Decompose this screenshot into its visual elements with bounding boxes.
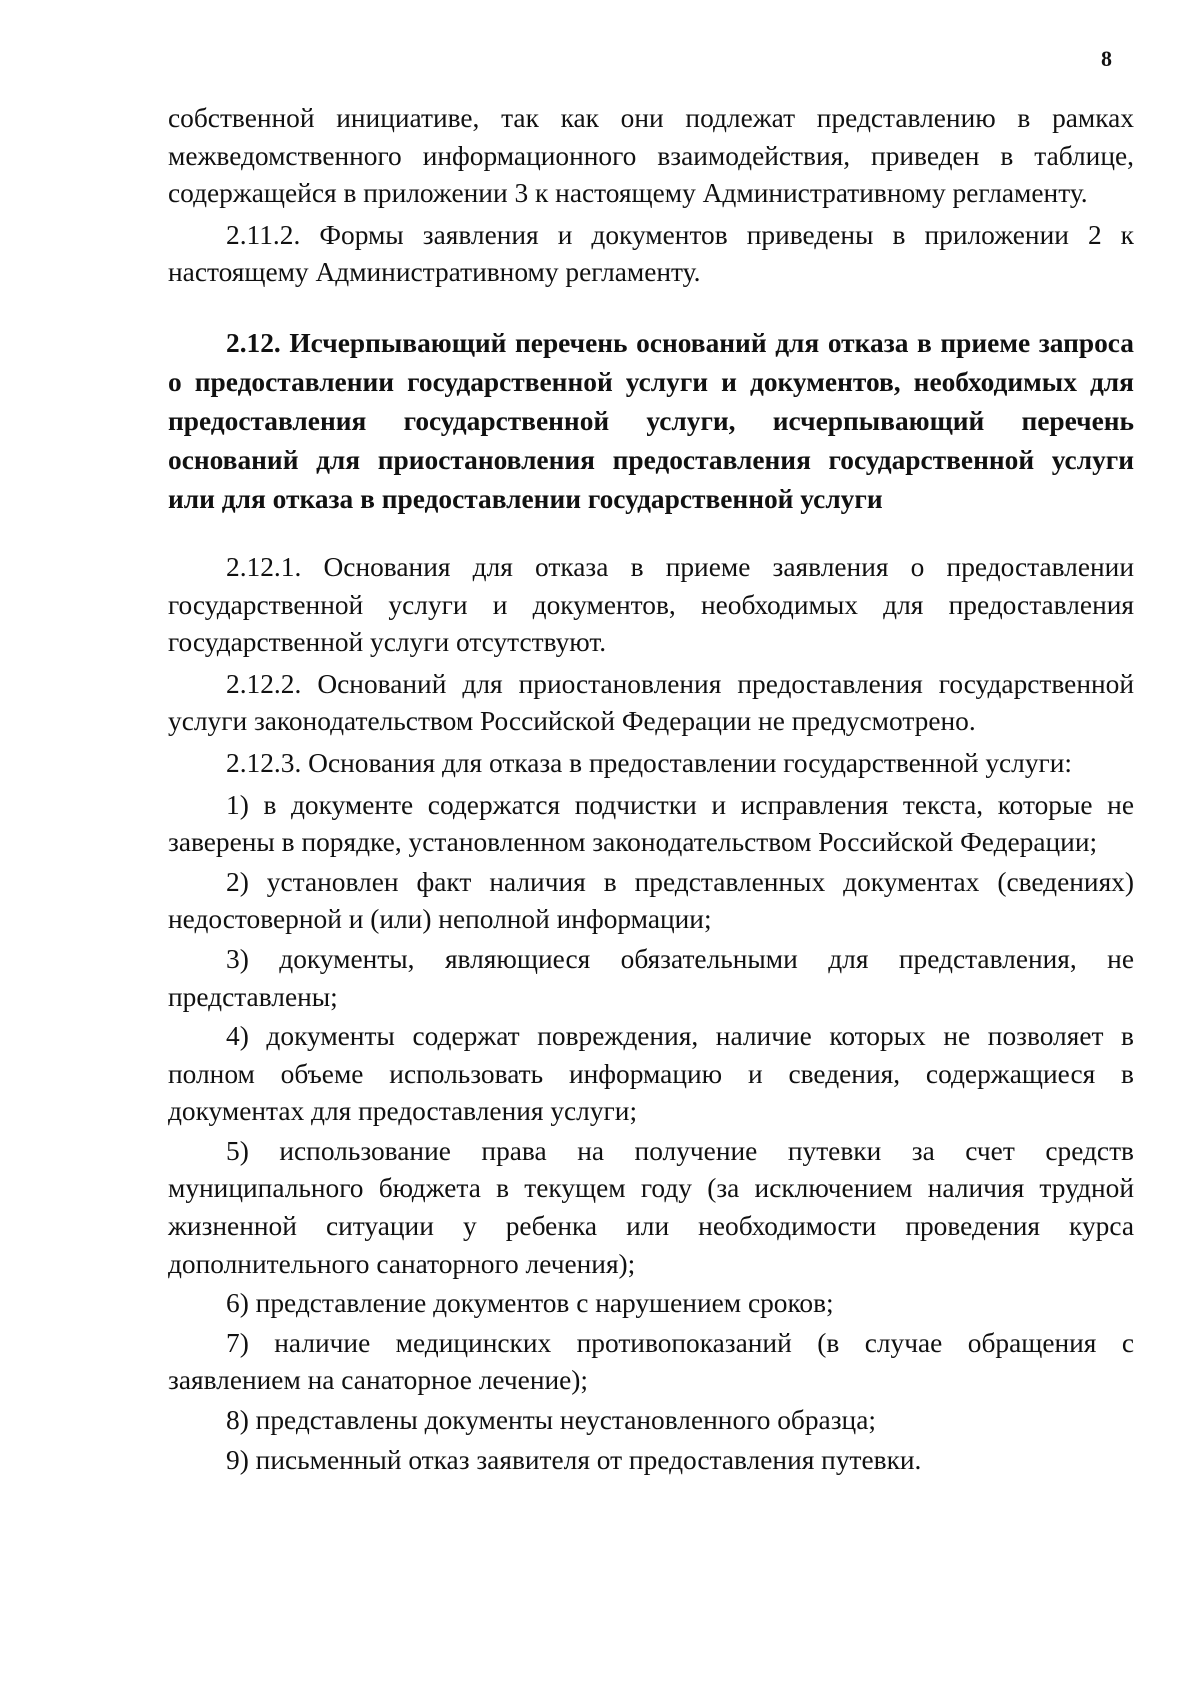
list-item: 8) представлены документы неустановленного образца; bbox=[226, 1405, 876, 1436]
list-item: 4) документы содержат повреждения, наличие которых не позволяет в полном объеме использовать информацию и сведения, содержащиеся в документах для предоставления услуги; bbox=[168, 1021, 1134, 1127]
paragraph-2-12-3: 2.12.3. Основания для отказа в предоставлении государственной услуги: bbox=[226, 747, 1073, 778]
page-number: 8 bbox=[1101, 46, 1112, 71]
document-body bbox=[168, 100, 1134, 1481]
list-item: 2) установлен факт наличия в представленных документах (сведениях) недостоверной и (или) неполной информации; bbox=[168, 866, 1134, 935]
list-item: 9) письменный отказ заявителя от предоставления путевки. bbox=[226, 1444, 922, 1475]
section-heading-2-12: 2.12. Исчерпывающий перечень оснований для отказа в приеме запроса о предоставлении государственной услуги и документов, необходимых для предоставления государственной услуги, исчерпывающий перечень оснований для приостановления предоставления государственной услуги или для отказа в предоставлении государственной услуги bbox=[168, 327, 1134, 514]
list-item: 1) в документе содержатся подчистки и исправления текста, которые не заверены в порядке, установленном законодательством Российской Федерации; bbox=[168, 789, 1134, 858]
paragraph-2-11-2: 2.11.2. Формы заявления и документов приведены в приложении 2 к настоящему Административному регламенту. bbox=[168, 219, 1134, 288]
paragraph-continuation: собственной инициативе, так как они подлежат представлению в рамках межведомственного информационного взаимодействия, приведен в таблице, содержащейся в приложении 3 к настоящему Административному регламенту. bbox=[168, 103, 1134, 209]
paragraph-2-12-2: 2.12.2. Оснований для приостановления предоставления государственной услуги законодательством Российской Федерации не предусмотрено. bbox=[168, 668, 1134, 737]
list-item: 6) представление документов с нарушением сроков; bbox=[226, 1288, 834, 1319]
paragraph-2-12-1: 2.12.1. Основания для отказа в приеме заявления о предоставлении государственной услуги и документов, необходимых для предоставления государственной услуги отсутствуют. bbox=[168, 551, 1134, 658]
list-item: 7) наличие медицинских противопоказаний (в случае обращения с заявлением на санаторное лечение); bbox=[168, 1327, 1134, 1396]
list-item: 3) документы, являющиеся обязательными для представления, не представлены; bbox=[168, 943, 1134, 1012]
list-item: 5) использование права на получение путевки за счет средств муниципального бюджета в текущем году (за исключением наличия трудной жизненной ситуации у ребенка или необходимости проведения курса дополнительного санаторного лечения); bbox=[168, 1135, 1134, 1279]
